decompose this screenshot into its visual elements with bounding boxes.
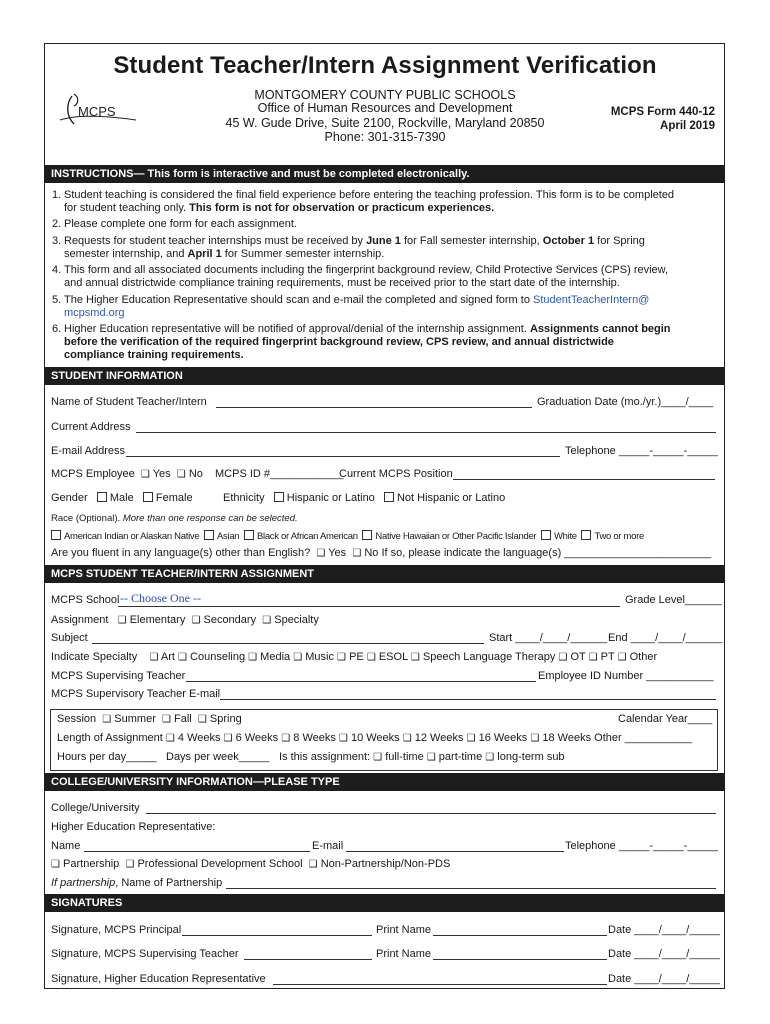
school-label: MCPS School bbox=[51, 594, 120, 606]
start-date-field[interactable]: Start ____/____/______ bbox=[489, 632, 608, 644]
weeks-12-checkbox[interactable]: ❑ bbox=[402, 733, 412, 744]
supervising-date-field[interactable]: Date ____/____/_____ bbox=[608, 948, 720, 960]
higher-ed-signature-label: Signature, Higher Education Representative bbox=[51, 973, 266, 985]
fulltime-checkbox[interactable]: ❑ bbox=[373, 752, 383, 763]
grade-level-field[interactable]: Grade Level______ bbox=[625, 594, 722, 606]
spec-media-checkbox[interactable]: ❑ bbox=[248, 652, 258, 663]
principal-signature-label: Signature, MCPS Principal bbox=[51, 924, 182, 936]
race-black-checkbox[interactable] bbox=[244, 530, 254, 540]
race-pacific-islander-checkbox[interactable] bbox=[362, 530, 372, 540]
supervising-signature-label: Signature, MCPS Supervising Teacher bbox=[51, 948, 239, 960]
weeks-6-checkbox[interactable]: ❑ bbox=[223, 733, 233, 744]
supervising-signature-field[interactable] bbox=[244, 959, 372, 960]
session-fall-checkbox[interactable]: ❑ bbox=[161, 714, 171, 725]
office-phone: Phone: 301-315-7390 bbox=[324, 130, 446, 144]
partnership-row: ❑ Partnership ❑ Professional Development School ❑ Non-Partnership/Non-PDS bbox=[51, 858, 451, 870]
principal-print-label: Print Name bbox=[376, 924, 432, 936]
session-summer-checkbox[interactable]: ❑ bbox=[102, 714, 112, 725]
race-two-or-more-checkbox[interactable] bbox=[581, 530, 591, 540]
pds-checkbox[interactable]: ❑ bbox=[125, 859, 135, 870]
spec-counseling-checkbox[interactable]: ❑ bbox=[178, 652, 187, 663]
mcps-id-field[interactable]: MCPS ID #____________ bbox=[215, 468, 344, 480]
fluent-no-checkbox[interactable]: ❑ bbox=[352, 548, 362, 559]
school-select-underline bbox=[118, 606, 620, 607]
instructions-heading: INSTRUCTIONS— This form is interactive and must be completed electronically. bbox=[44, 165, 725, 183]
office-name: Office of Human Resources and Development bbox=[257, 101, 513, 115]
rep-email-field[interactable] bbox=[346, 851, 564, 852]
email-field[interactable] bbox=[126, 456, 560, 457]
gender-female-checkbox[interactable] bbox=[143, 492, 153, 502]
form-title: Student Teacher/Intern Assignment Verification bbox=[113, 52, 657, 79]
session-row: Session ❑ Summer ❑ Fall ❑ Spring bbox=[57, 713, 242, 725]
hours-per-day-field[interactable]: Hours per day_____ bbox=[57, 751, 157, 763]
assignment-row: Assignment ❑ Elementary ❑ Secondary ❑ Specialty bbox=[51, 614, 319, 626]
rep-label: Higher Education Representative: bbox=[51, 821, 216, 833]
end-date-field[interactable]: End ____/____/______ bbox=[608, 632, 723, 644]
spec-pe-checkbox[interactable]: ❑ bbox=[337, 652, 346, 663]
days-per-week-field[interactable]: Days per week_____ bbox=[166, 751, 270, 763]
rep-name-label: Name bbox=[51, 840, 81, 852]
spec-other-checkbox[interactable]: ❑ bbox=[617, 652, 627, 663]
supervising-print-label: Print Name bbox=[376, 948, 432, 960]
hispanic-checkbox[interactable] bbox=[274, 492, 284, 502]
spec-ot-checkbox[interactable]: ❑ bbox=[558, 652, 568, 663]
current-address-field[interactable] bbox=[136, 432, 716, 433]
rep-name-field[interactable] bbox=[84, 851, 310, 852]
rep-telephone-field[interactable]: Telephone _____-_____-_____ bbox=[565, 840, 718, 852]
signatures-heading: SIGNATURES bbox=[44, 894, 725, 912]
spec-pt-checkbox[interactable]: ❑ bbox=[588, 652, 598, 663]
parttime-checkbox[interactable]: ❑ bbox=[426, 752, 436, 763]
subject-label: Subject bbox=[51, 632, 88, 644]
weeks-16-checkbox[interactable]: ❑ bbox=[466, 733, 476, 744]
email-label: E-mail Address bbox=[51, 445, 125, 457]
college-label: College/University bbox=[51, 802, 140, 814]
email-link[interactable]: StudentTeacherIntern@ bbox=[533, 294, 650, 306]
gender-row: Gender Male Female bbox=[51, 492, 193, 504]
instruction-6: 6. Higher Education representative will be notified of approval/denial of the internship assignment. Assignments cannot begin before the verification of the required fingerprint background review, CPS review, and annual districtwide compliance training requirements. bbox=[52, 323, 671, 361]
org-name: MONTGOMERY COUNTY PUBLIC SCHOOLS bbox=[254, 88, 516, 102]
supervising-teacher-label: MCPS Supervising Teacher bbox=[51, 670, 186, 682]
weeks-10-checkbox[interactable]: ❑ bbox=[338, 733, 348, 744]
supervisory-email-label: MCPS Supervisory Teacher E-mail bbox=[51, 688, 221, 700]
fluent-row: Are you fluent in any language(s) other than English? ❑ Yes ❑ No If so, please indicate the language(s) ________________________ bbox=[51, 547, 712, 559]
length-row: Length of Assignment ❑ 4 Weeks ❑ 6 Weeks ❑ 8 Weeks ❑ 10 Weeks ❑ 12 Weeks ❑ 16 Weeks ❑ 18 Weeks Other ___________ bbox=[57, 732, 693, 744]
elementary-checkbox[interactable]: ❑ bbox=[117, 615, 127, 626]
session-spring-checkbox[interactable]: ❑ bbox=[197, 714, 207, 725]
partnership-name-label: If partnership, Name of Partnership bbox=[51, 877, 223, 889]
student-name-label: Name of Student Teacher/Intern bbox=[51, 396, 207, 408]
instruction-3: 3. Requests for student teacher internships must be received by June 1 for Fall semester internship, October 1 for Spring semester internship, and April 1 for Summer semester internship. bbox=[52, 235, 645, 260]
employee-no-checkbox[interactable]: ❑ bbox=[176, 469, 186, 480]
race-asian-checkbox[interactable] bbox=[204, 530, 214, 540]
current-address-label: Current Address bbox=[51, 421, 131, 433]
spec-art-checkbox[interactable]: ❑ bbox=[149, 652, 159, 663]
specialty-row: Indicate Specialty ❑ Art ❑ Counseling ❑ Media ❑ Music ❑ PE ❑ ESOL ❑ Speech Language Therapy ❑ OT ❑ PT ❑ Other bbox=[51, 651, 658, 663]
principal-signature-field[interactable] bbox=[182, 935, 372, 936]
instruction-2: 2. Please complete one form for each assignment. bbox=[52, 218, 297, 230]
calendar-year-field[interactable]: Calendar Year____ bbox=[618, 713, 713, 725]
spec-esol-checkbox[interactable]: ❑ bbox=[366, 652, 376, 663]
assignment-type-row: Is this assignment: ❑ full-time ❑ part-time ❑ long-term sub bbox=[279, 751, 565, 763]
graduation-date-field[interactable]: Graduation Date (mo./yr.)____/____ bbox=[537, 396, 714, 408]
supervisory-email-field[interactable] bbox=[220, 699, 716, 700]
secondary-checkbox[interactable]: ❑ bbox=[191, 615, 201, 626]
telephone-field[interactable]: Telephone _____-_____-_____ bbox=[565, 445, 718, 457]
supervising-teacher-field[interactable] bbox=[186, 681, 536, 682]
instruction-5: 5. The Higher Education Representative should scan and e-mail the completed and signed form to StudentTeacherIntern@ mcpsmd.org bbox=[52, 294, 650, 319]
form-date: April 2019 bbox=[660, 120, 715, 132]
weeks-4-checkbox[interactable]: ❑ bbox=[165, 733, 175, 744]
student-name-field[interactable] bbox=[216, 407, 532, 408]
employee-id-field[interactable]: Employee ID Number ___________ bbox=[538, 670, 714, 682]
principal-print-field[interactable] bbox=[433, 935, 607, 936]
partnership-name-field[interactable] bbox=[226, 888, 716, 889]
partnership-checkbox[interactable]: ❑ bbox=[51, 859, 60, 870]
form-number: MCPS Form 440-12 bbox=[610, 106, 715, 118]
race-label: Race (Optional). More than one response can be selected. bbox=[51, 513, 298, 524]
ethnicity-row: Ethnicity Hispanic or Latino Not Hispanic or Latino bbox=[223, 492, 506, 504]
logo-text: MCPS bbox=[78, 104, 116, 119]
instruction-4: 4. This form and all associated documents including the fingerprint background review, Child Protective Services (CPS) review, and annual districtwide compliance training requirements, must be received prior to the start date of the internship. bbox=[52, 264, 669, 289]
spec-music-checkbox[interactable]: ❑ bbox=[293, 652, 303, 663]
race-options: American Indian or Alaskan Native Asian Black or African American Native Hawaiian or Other Pacific Islander White Two or more bbox=[51, 530, 644, 543]
supervising-print-field[interactable] bbox=[433, 959, 607, 960]
college-field[interactable] bbox=[146, 813, 716, 814]
employee-yes-checkbox[interactable]: ❑ bbox=[140, 469, 150, 480]
fluent-yes-checkbox[interactable]: ❑ bbox=[316, 548, 326, 559]
non-pds-checkbox[interactable]: ❑ bbox=[308, 859, 318, 870]
higher-ed-date-field[interactable]: Date ____/____/_____ bbox=[608, 973, 720, 985]
school-select[interactable]: -- Choose One -- bbox=[120, 591, 201, 605]
employee-row: MCPS Employee ❑ Yes ❑ No bbox=[51, 468, 203, 480]
student-info-heading: STUDENT INFORMATION bbox=[44, 367, 725, 385]
race-american-indian-checkbox[interactable] bbox=[51, 530, 61, 540]
assignment-heading: MCPS STUDENT TEACHER/INTERN ASSIGNMENT bbox=[44, 565, 725, 583]
weeks-8-checkbox[interactable]: ❑ bbox=[281, 733, 291, 744]
college-heading: COLLEGE/UNIVERSITY INFORMATION—PLEASE TYPE bbox=[44, 773, 725, 791]
weeks-other-field[interactable]: Other ___________ bbox=[594, 732, 693, 744]
principal-date-field[interactable]: Date ____/____/_____ bbox=[608, 924, 720, 936]
current-position-label: Current MCPS Position bbox=[339, 468, 453, 480]
spec-speech-checkbox[interactable]: ❑ bbox=[410, 652, 420, 663]
longterm-sub-checkbox[interactable]: ❑ bbox=[485, 752, 495, 763]
weeks-18-checkbox[interactable]: ❑ bbox=[530, 733, 540, 744]
instruction-1: 1. Student teaching is considered the final field experience before entering the teaching profession. This form is to be completed for student teaching only. This form is not for observation or practicum experiences. bbox=[52, 189, 675, 214]
specialty-checkbox[interactable]: ❑ bbox=[262, 615, 272, 626]
subject-field[interactable] bbox=[92, 643, 484, 644]
gender-male-checkbox[interactable] bbox=[97, 492, 107, 502]
current-position-field[interactable] bbox=[453, 479, 715, 480]
rep-email-label: E-mail bbox=[312, 840, 344, 852]
office-address: 45 W. Gude Drive, Suite 2100, Rockville, Maryland 20850 bbox=[225, 116, 545, 130]
not-hispanic-checkbox[interactable] bbox=[384, 492, 394, 502]
higher-ed-signature-field[interactable] bbox=[273, 984, 607, 985]
race-white-checkbox[interactable] bbox=[541, 530, 551, 540]
